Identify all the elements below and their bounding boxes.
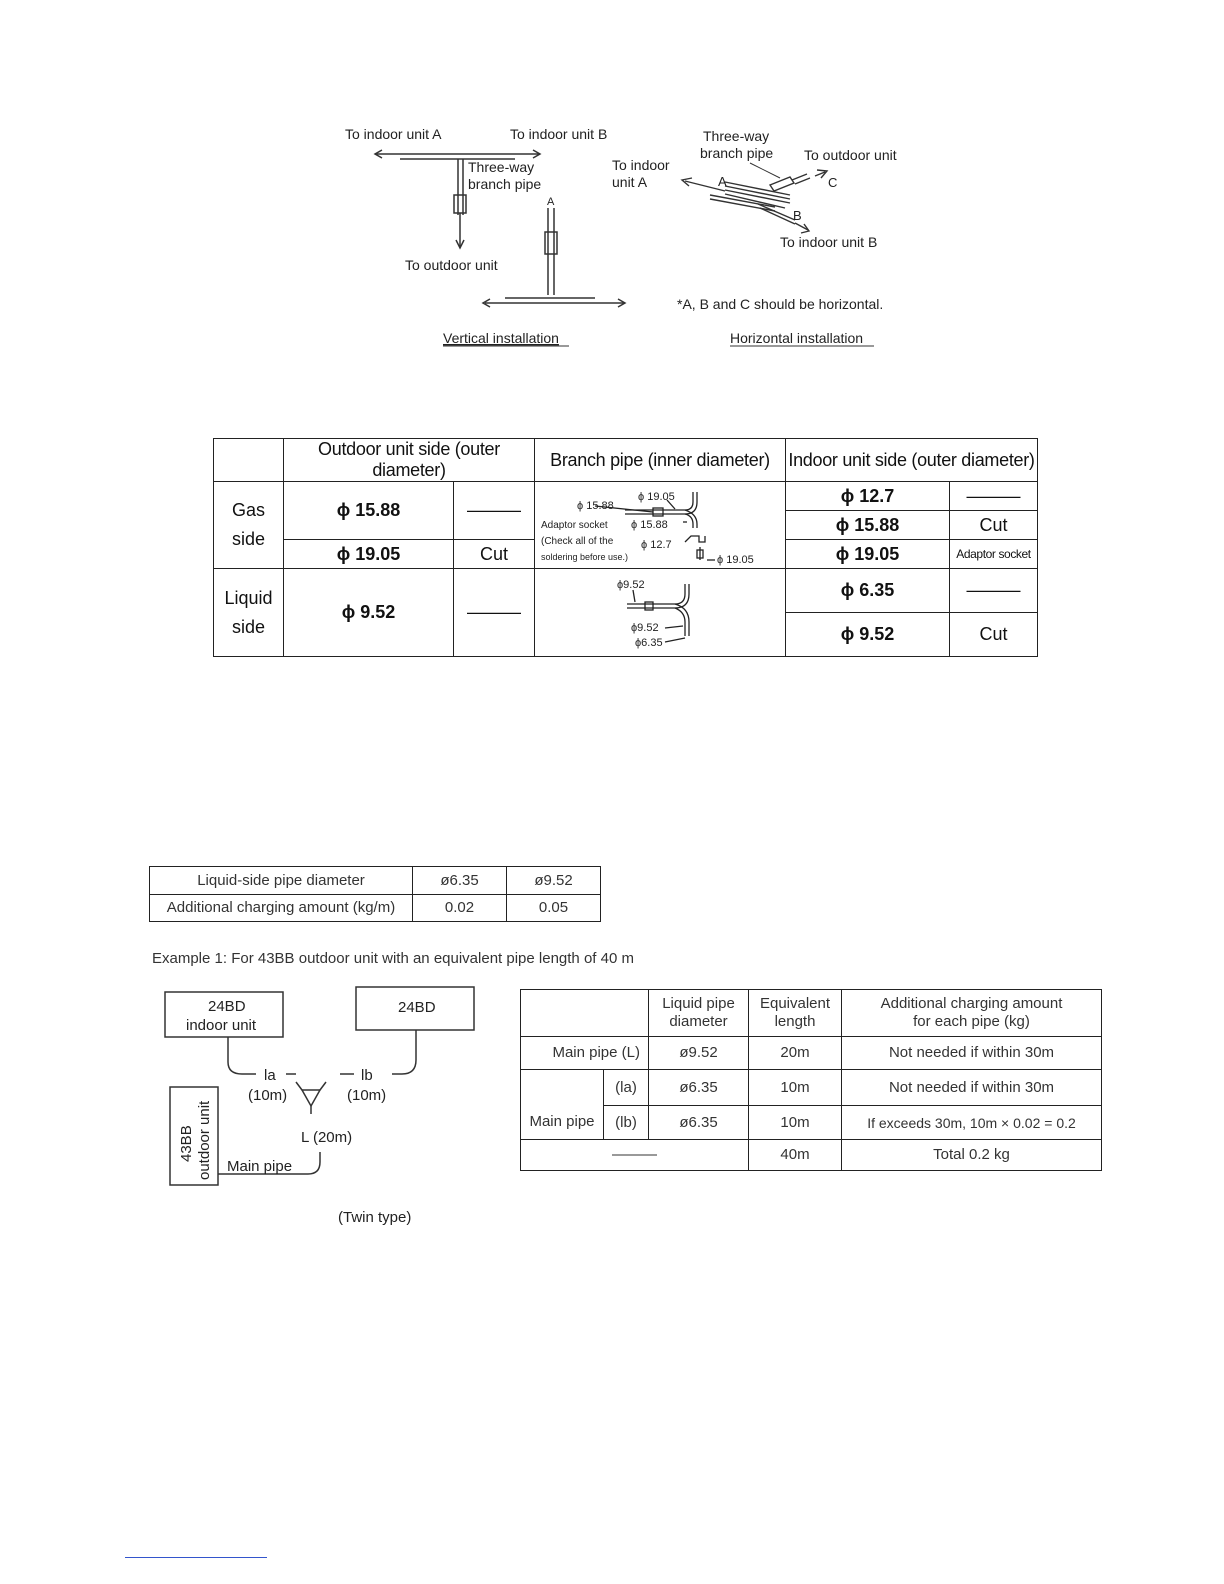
ex-row-total-length: 40m bbox=[749, 1140, 842, 1171]
gas-side-label: Gas side bbox=[214, 482, 284, 569]
horizontal-caption: Horizontal installation bbox=[730, 330, 864, 346]
ex-main-pipe-label: Main pipe bbox=[521, 1070, 604, 1140]
gas-outdoor-action-1: ——— bbox=[454, 482, 535, 540]
charging-row1-b: ø9.52 bbox=[507, 867, 601, 895]
ex-row-lb-amount: If exceeds 30m, 10m × 0.02 = 0.2 bbox=[842, 1106, 1102, 1140]
liquid-indoor-action-1: ——— bbox=[950, 569, 1038, 613]
header-empty bbox=[214, 439, 284, 482]
outdoor-2: outdoor unit bbox=[196, 1100, 213, 1180]
gas-indoor-action-2: Cut bbox=[950, 511, 1038, 540]
vertical-to-outdoor: To outdoor unit bbox=[405, 257, 498, 273]
liquid-branch-diagram bbox=[535, 569, 786, 657]
twin-type-diagram bbox=[160, 982, 490, 1232]
charging-row2-a: 0.02 bbox=[413, 894, 507, 922]
charging-row2-label: Additional charging amount (kg/m) bbox=[150, 894, 413, 922]
horizontal-to-indoor-a-1: To indoor bbox=[612, 157, 670, 173]
ex-row-la-label: (la) bbox=[604, 1070, 649, 1106]
ex-row-total-amount: Total 0.2 kg bbox=[842, 1140, 1102, 1171]
gas-outdoor-diameter-1: ϕ 15.88 bbox=[284, 482, 454, 540]
main-pipe-label: Main pipe bbox=[227, 1158, 293, 1175]
example-charging-table bbox=[520, 989, 1102, 1171]
horizontal-branch-label-1: Three-way bbox=[703, 128, 770, 144]
liquid-indoor-diameter-2: ϕ 9.52 bbox=[786, 613, 950, 657]
gas-indoor-diameter-3: ϕ 19.05 bbox=[786, 540, 950, 569]
gas-branch-diagram bbox=[535, 482, 786, 569]
indoor-left-1: 24BD bbox=[208, 998, 246, 1015]
gas-branch-d1905-bottom: ϕ 19.05 bbox=[717, 554, 754, 566]
ex-row-main-l-label: Main pipe (L) bbox=[521, 1037, 649, 1070]
header-indoor: Indoor unit side (outer diameter) bbox=[786, 439, 1038, 482]
vertical-to-indoor-a: To indoor unit A bbox=[345, 126, 442, 142]
indoor-left-2: indoor unit bbox=[186, 1017, 257, 1034]
liquid-branch-d952-mid: ϕ9.52 bbox=[631, 621, 659, 634]
horizontal-label-c: C bbox=[828, 175, 838, 190]
horizontal-branch-label-2: branch pipe bbox=[700, 145, 774, 161]
horizontal-label-b: B bbox=[793, 208, 802, 223]
pipe-diameter-table bbox=[213, 438, 1038, 657]
gas-branch-adaptor: Adaptor socket bbox=[541, 520, 608, 531]
gas-branch-d1588-mid: ϕ 15.88 bbox=[631, 519, 668, 531]
ex-row-la-amount: Not needed if within 30m bbox=[842, 1070, 1102, 1106]
label-la-len: (10m) bbox=[248, 1087, 288, 1104]
gas-branch-d1905-top: ϕ 19.05 bbox=[638, 491, 675, 503]
liquid-indoor-diameter-1: ϕ 6.35 bbox=[786, 569, 950, 613]
footer-rule bbox=[125, 1557, 267, 1558]
charging-amount-table bbox=[149, 866, 601, 922]
vertical-branch-label-1: Three-way bbox=[468, 159, 535, 175]
gas-branch-d1588-left: ϕ 15.88 bbox=[577, 500, 614, 512]
vertical-to-indoor-b: To indoor unit B bbox=[510, 126, 608, 142]
ex-header-liquid: Liquid pipe diameter bbox=[649, 990, 749, 1037]
horizontal-to-outdoor: To outdoor unit bbox=[804, 147, 897, 163]
gas-branch-check-2: soldering before use.) bbox=[541, 552, 629, 562]
vertical-branch-pipe-2 bbox=[483, 208, 625, 307]
liquid-branch-d952-top: ϕ9.52 bbox=[617, 578, 645, 591]
ex-header-amount: Additional charging amount for each pipe (kg) bbox=[842, 990, 1102, 1037]
liquid-outdoor-action: ——— bbox=[454, 569, 535, 657]
ex-header-equiv: Equivalent length bbox=[749, 990, 842, 1037]
vertical-caption: Vertical installation bbox=[443, 330, 559, 346]
ex-row-lb-label: (lb) bbox=[604, 1106, 649, 1140]
liquid-side-label: Liquid side bbox=[214, 569, 284, 657]
gas-branch-check-1: (Check all of the bbox=[541, 536, 614, 547]
liquid-branch-d635: ϕ6.35 bbox=[635, 636, 663, 649]
vertical-arrow-a: A bbox=[547, 196, 555, 208]
label-lb-len: (10m) bbox=[347, 1087, 387, 1104]
header-branch: Branch pipe (inner diameter) bbox=[535, 439, 786, 482]
charging-row2-b: 0.05 bbox=[507, 894, 601, 922]
ex-row-main-l-length: 20m bbox=[749, 1037, 842, 1070]
header-outdoor: Outdoor unit side (outer diameter) bbox=[284, 439, 535, 482]
ex-row-lb-diameter: ø6.35 bbox=[649, 1106, 749, 1140]
vertical-branch-label-2: branch pipe bbox=[468, 176, 542, 192]
ex-row-total-label: ——— bbox=[521, 1140, 749, 1171]
horizontal-to-indoor-b: To indoor unit B bbox=[780, 234, 878, 250]
horizontal-note: *A, B and C should be horizontal. bbox=[677, 296, 884, 312]
twin-type-caption: (Twin type) bbox=[338, 1209, 412, 1226]
label-lb: lb bbox=[361, 1067, 373, 1084]
gas-outdoor-diameter-2: ϕ 19.05 bbox=[284, 540, 454, 569]
ex-row-la-diameter: ø6.35 bbox=[649, 1070, 749, 1106]
gas-indoor-diameter-1: ϕ 12.7 bbox=[786, 482, 950, 511]
ex-row-main-l-diameter: ø9.52 bbox=[649, 1037, 749, 1070]
installation-figure bbox=[330, 120, 930, 360]
ex-row-lb-length: 10m bbox=[749, 1106, 842, 1140]
indoor-right: 24BD bbox=[398, 999, 436, 1016]
gas-indoor-diameter-2: ϕ 15.88 bbox=[786, 511, 950, 540]
liquid-outdoor-diameter: ϕ 9.52 bbox=[284, 569, 454, 657]
gas-indoor-action-1: ——— bbox=[950, 482, 1038, 511]
ex-row-main-l-amount: Not needed if within 30m bbox=[842, 1037, 1102, 1070]
charging-row1-a: ø6.35 bbox=[413, 867, 507, 895]
charging-row1-label: Liquid-side pipe diameter bbox=[150, 867, 413, 895]
outdoor-1: 43BB bbox=[178, 1125, 195, 1162]
horizontal-branch-pipe bbox=[682, 170, 827, 233]
label-la: la bbox=[264, 1067, 276, 1084]
ex-header-empty bbox=[521, 990, 649, 1037]
gas-branch-d127: ϕ 12.7 bbox=[641, 539, 672, 551]
label-l: L (20m) bbox=[301, 1129, 353, 1146]
gas-indoor-action-3: Adaptor socket bbox=[950, 540, 1038, 569]
gas-outdoor-action-2: Cut bbox=[454, 540, 535, 569]
horizontal-label-a: A bbox=[718, 174, 727, 189]
example-title: Example 1: For 43BB outdoor unit with an equivalent pipe length of 40 m bbox=[152, 950, 634, 967]
horizontal-to-indoor-a-2: unit A bbox=[612, 174, 648, 190]
liquid-indoor-action-2: Cut bbox=[950, 613, 1038, 657]
ex-row-la-length: 10m bbox=[749, 1070, 842, 1106]
